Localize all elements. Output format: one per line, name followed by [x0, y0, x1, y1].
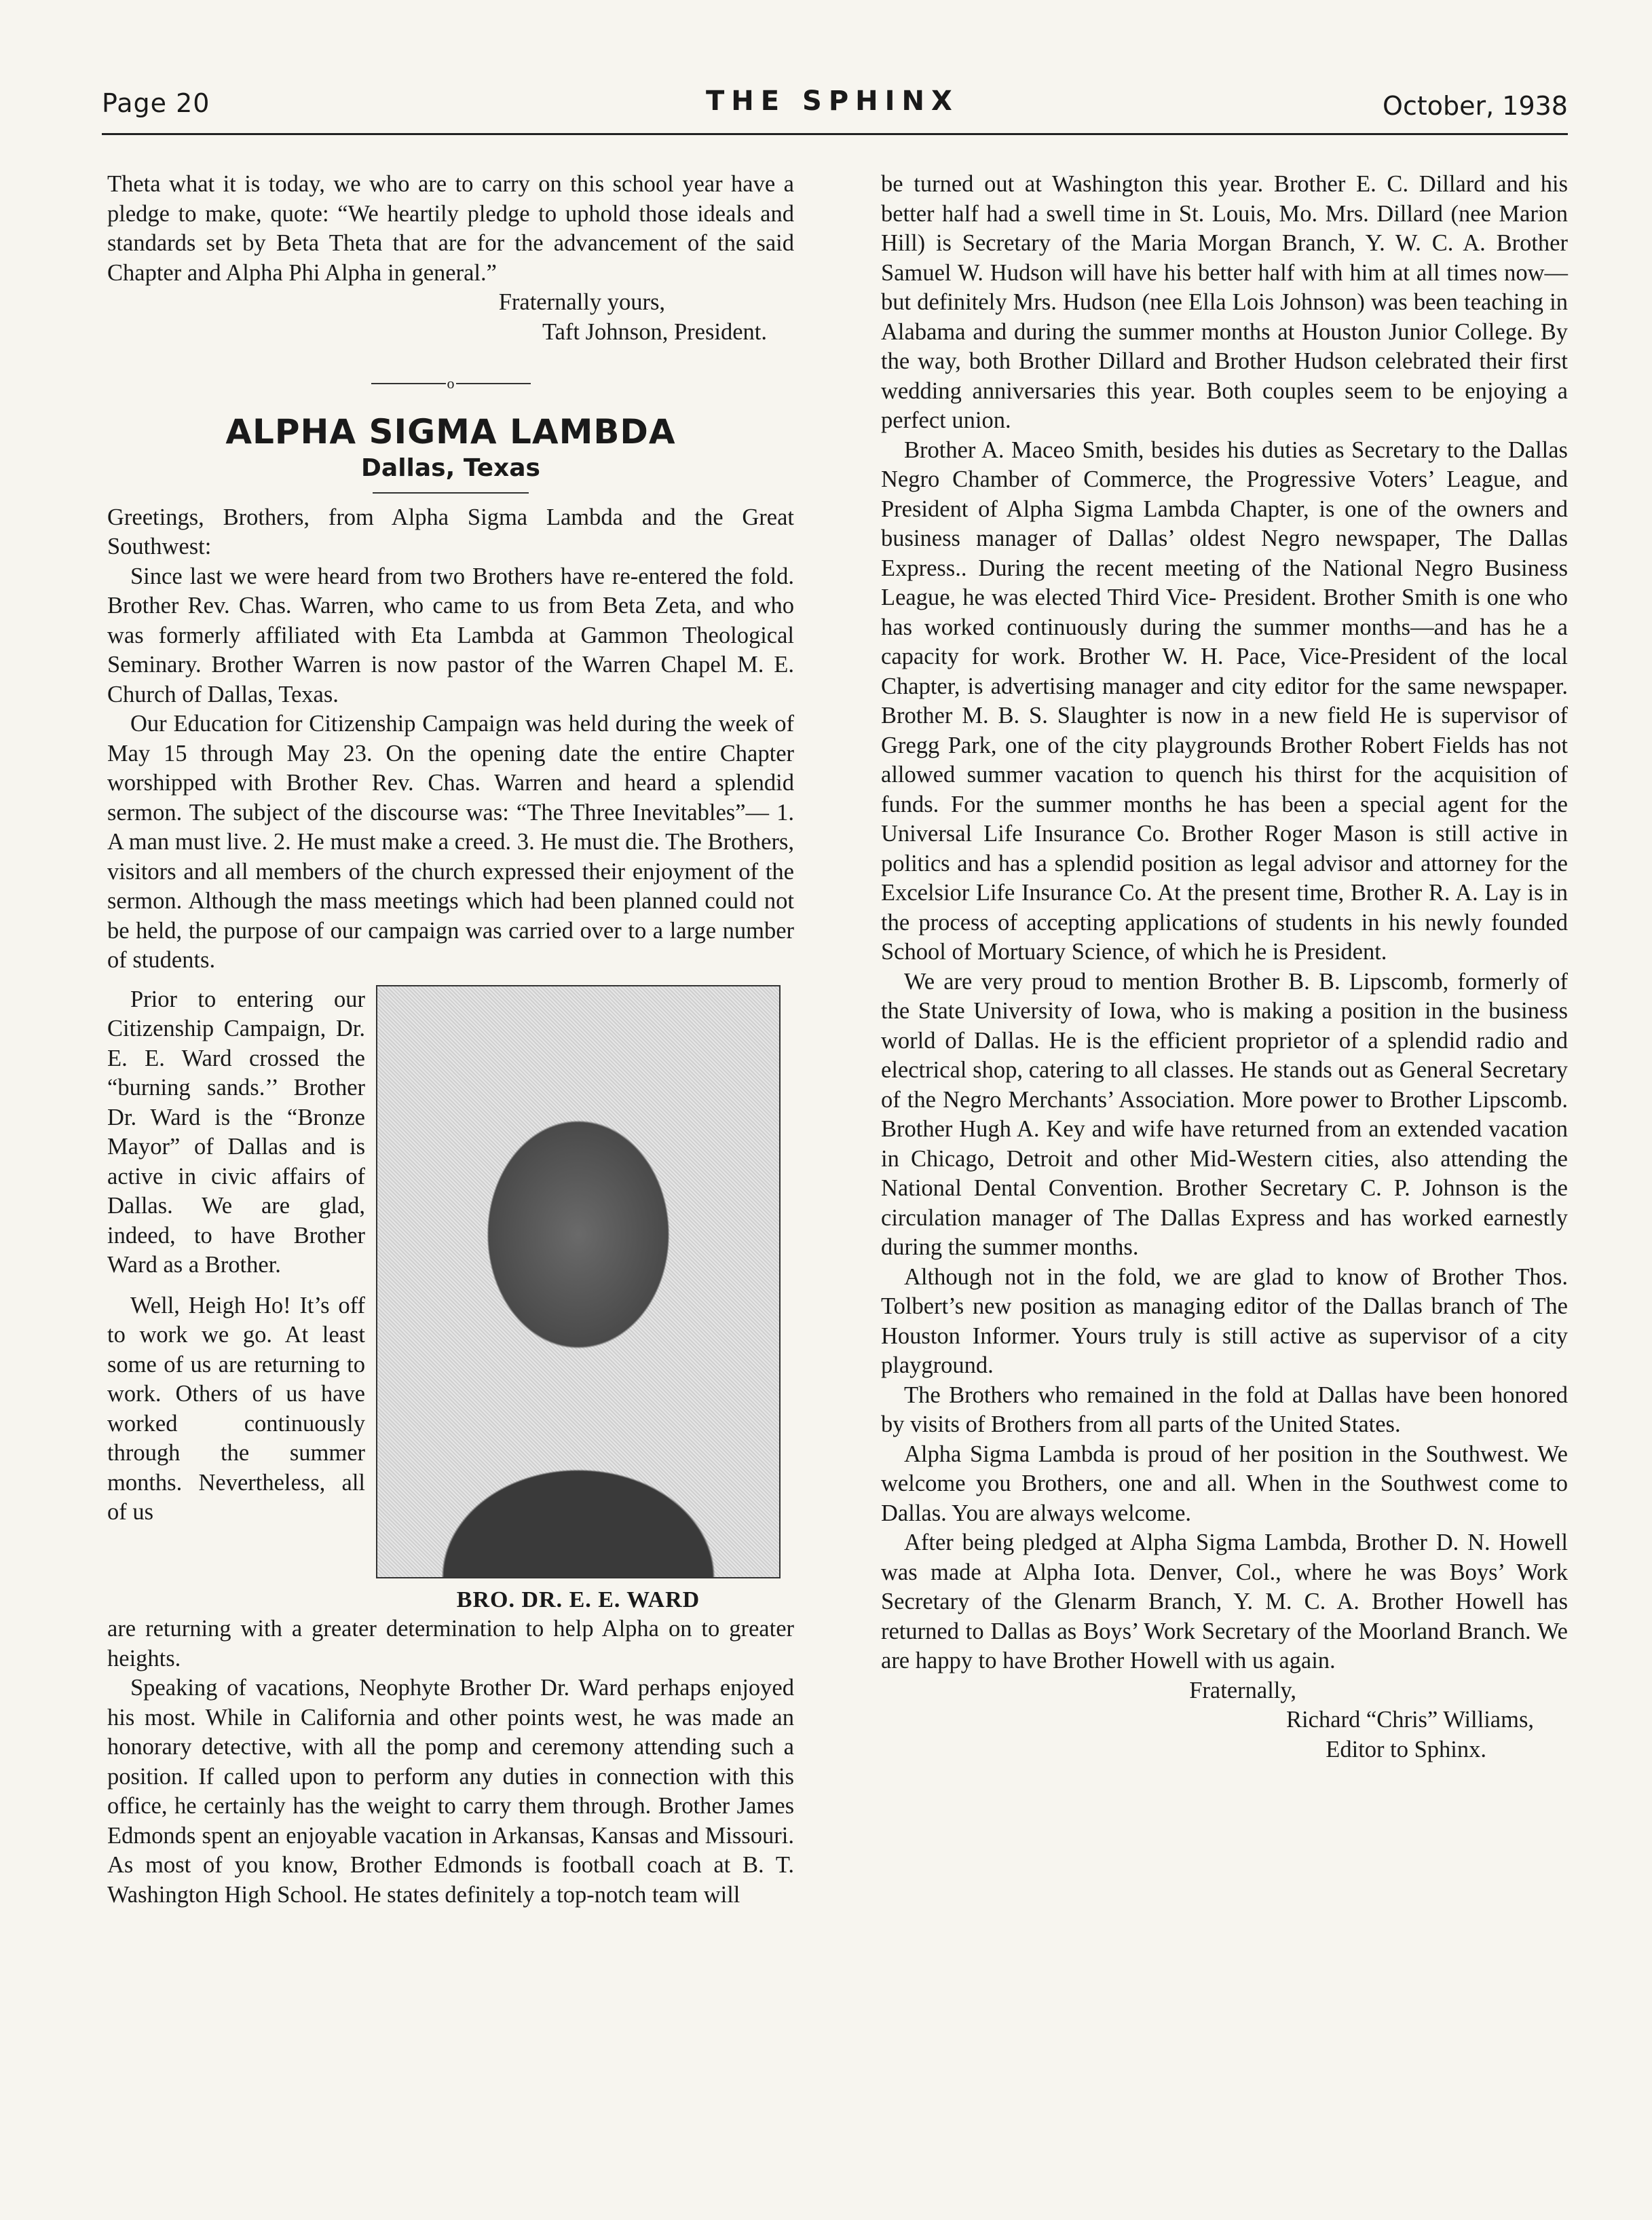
article-paragraph: Prior to entering our Citizenship Campaign, Dr. E. E. Ward crossed the “burning sands.’’ Brother Dr. Ward is the “Bronze Mayor” of Dallas and is active in civic affairs of Dallas. We are glad, indeed, to have Brother Ward as a Brother. — [107, 986, 365, 1278]
divider-mark: o — [447, 375, 455, 392]
article-paragraph: Since last we were heard from two Brothers have re-entered the fold. Brother Rev. Chas. Warren, who came to us from Beta Zeta, and who was formerly affiliated with Eta Lambda at Gammon Theological Seminary. Brother Warren is now pastor of the Warren Chapel M. E. Church of Dallas, Texas. — [107, 563, 794, 707]
article-paragraph: Speaking of vacations, Neophyte Brother Dr. Ward perhaps enjoyed his most. While in California and other points west, he was made an honorary detective, with all the pomp and ceremony attending such a position. If called upon to perform any duties in connection with this office, he certainly has the weight to carry them through. Brother James Edmonds spent an enjoyable vacation in Arkansas, Kansas and Missouri. As most of you know, Brother Edmonds is football coach at B. T. Washington High School. He states definitely a top-notch team will — [107, 1675, 794, 1908]
closing-salutation: Fraternally yours, — [498, 289, 665, 315]
portrait-figure — [376, 985, 781, 1615]
section-title: ALPHA SIGMA LAMBDA — [225, 411, 676, 451]
magazine-title: THE SPHINX — [706, 86, 959, 117]
page-number: Page 20 — [102, 88, 210, 118]
closing-signature-title: Editor to Sphinx. — [1326, 1736, 1486, 1762]
article-paragraph: Our Education for Citizenship Campaign was held during the week of May 15 through May 23. On the opening date the entire Chapter worshipped with Brother Rev. Chas. Warren and heard a splendid sermon. The subject of the discourse was: “The Three Inevitables”— 1. A man must live. 2. He must make a creed. 3. He must die. The Brothers, visitors and all members of the church expressed their enjoyment of the sermon. Although the mass meetings which had been planned could not be held, the purpose of our campaign was carried over to a large number of students. — [107, 711, 794, 974]
article-paragraph-continued: are returning with a greater determination to help Alpha on to greater heights. — [107, 1616, 794, 1671]
photo-side-text — [107, 985, 365, 1615]
intro-paragraph: Theta what it is today, we who are to carry on this school year have a pledge to make, quote: “We heartily pledge to uphold those ideals and standards set by Beta Theta that are for the advancement of the said Chapter and Alpha Phi Alpha in general.” — [107, 171, 794, 286]
article-paragraph: Brother A. Maceo Smith, besides his duties as Secretary to the Dallas Negro Chamber of Commerce, the Progressive Voters’ League, and President of Alpha Sigma Lambda Chapter, is one of the owners and business manager of Dallas’ oldest Negro newspaper, The Dallas Express.. During the recent meeting of the National Negro Business League, he was elected Third Vice- President. Brother Smith is one who has worked continuously during the summer months—and has he a capacity for work. Brother W. H. Pace, Vice-President of the local Chapter, is advertising manager and city editor for the same newspaper. Brother M. B. S. Slaughter is now in a new field He is supervisor of Gregg Park, one of the city playgrounds Brother Robert Fields has not allowed summer vacation to quench his thirst for the acquisition of funds. For the summer months he has been a special agent for the Universal Life Insurance Co. Brother Roger Mason is still active in politics and has a splendid position as legal advisor and attorney for the Excelsior Life Insurance Co. At the present time, Brother R. A. Lay is in the process of accepting applications of students in his newly founded School of Mortuary Science, of which he is President. — [881, 437, 1568, 965]
article-paragraph: Alpha Sigma Lambda is proud of her position in the Southwest. We welcome you Brothers, one and all. When in the Southwest come to Dallas. You are always welcome. — [881, 1441, 1568, 1526]
photo-section — [107, 985, 794, 1615]
section-divider — [107, 367, 794, 399]
section-subtitle: Dallas, Texas — [361, 454, 540, 482]
article-paragraph: After being pledged at Alpha Sigma Lambda, Brother D. N. Howell was made at Alpha Iota. Denver, Col., where he was Boys’ Work Secretary of the Glenarm Branch, Y. M. C. A. Brother Howell has returned to Dallas as Boys’ Work Secretary of the Moorland Branch. We are happy to have Brother Howell with us again. — [881, 1530, 1568, 1673]
article-paragraph: Although not in the fold, we are glad to know of Brother Thos. Tolbert’s new position as managing editor of the Dallas branch of The Houston Informer. Yours truly is still active as supervisor of a city playground. — [881, 1263, 1568, 1378]
page-header — [102, 81, 1568, 136]
section-rule — [373, 492, 529, 494]
article-paragraph: Well, Heigh Ho! It’s off to work we go. At least some of us are returning to work. Others of us have worked continuously through the summer months. Nevertheless, all of us — [107, 1292, 365, 1525]
divider-line-right — [456, 383, 531, 384]
article-paragraph: We are very proud to mention Brother B. B. Lipscomb, formerly of the State University of Iowa, who is making a position in the business world of Dallas. He is the efficient proprietor of a splendid radio and electrical shop, catering to all classes. He stands out as General Secretary of the Negro Merchants’ Association. More power to Brother Lipscomb. Brother Hugh A. Key and wife have returned from an extended vacation in Chicago, Detroit and other Mid-Western cities, also attending the National Dental Convention. Brother Secretary C. P. Johnson is the circulation manager of The Dallas Express and has worked earnestly during the summer months. — [881, 968, 1568, 1260]
closing-signature-name: Richard “Chris” Williams, — [1286, 1707, 1534, 1733]
right-column — [881, 170, 1568, 1764]
article-paragraph: The Brothers who remained in the fold at Dallas have been honored by visits of Brothers from all parts of the United States. — [881, 1382, 1568, 1437]
closing-signature: Taft Johnson, President. — [542, 318, 767, 345]
issue-date: October, 1938 — [1383, 91, 1568, 121]
header-rule — [102, 133, 1568, 135]
portrait-photo — [376, 985, 781, 1578]
photo-caption: BRO. DR. E. E. WARD — [456, 1587, 700, 1612]
greeting-paragraph: Greetings, Brothers, from Alpha Sigma Lambda and the Great Southwest: — [107, 504, 794, 560]
article-paragraph: be turned out at Washington this year. Brother E. C. Dillard and his better half had a swell time in St. Louis, Mo. Mrs. Dillard (nee Marion Hill) is Secretary of the Maria Morgan Branch, Y. W. C. A. Brother Samuel W. Hudson will have his better half with him at all times now—but definitely Mrs. Hudson (nee Ella Lois Johnson) was been teaching in Alabama and during the summer months at Houston Junior College. By the way, both Brother Dillard and Brother Hudson celebrated their first wedding anniversaries this year. Both couples seem to be enjoying a perfect union. — [881, 171, 1568, 433]
divider-line-left — [371, 383, 446, 384]
closing-salutation: Fraternally, — [1189, 1677, 1296, 1703]
left-column — [107, 170, 794, 1910]
